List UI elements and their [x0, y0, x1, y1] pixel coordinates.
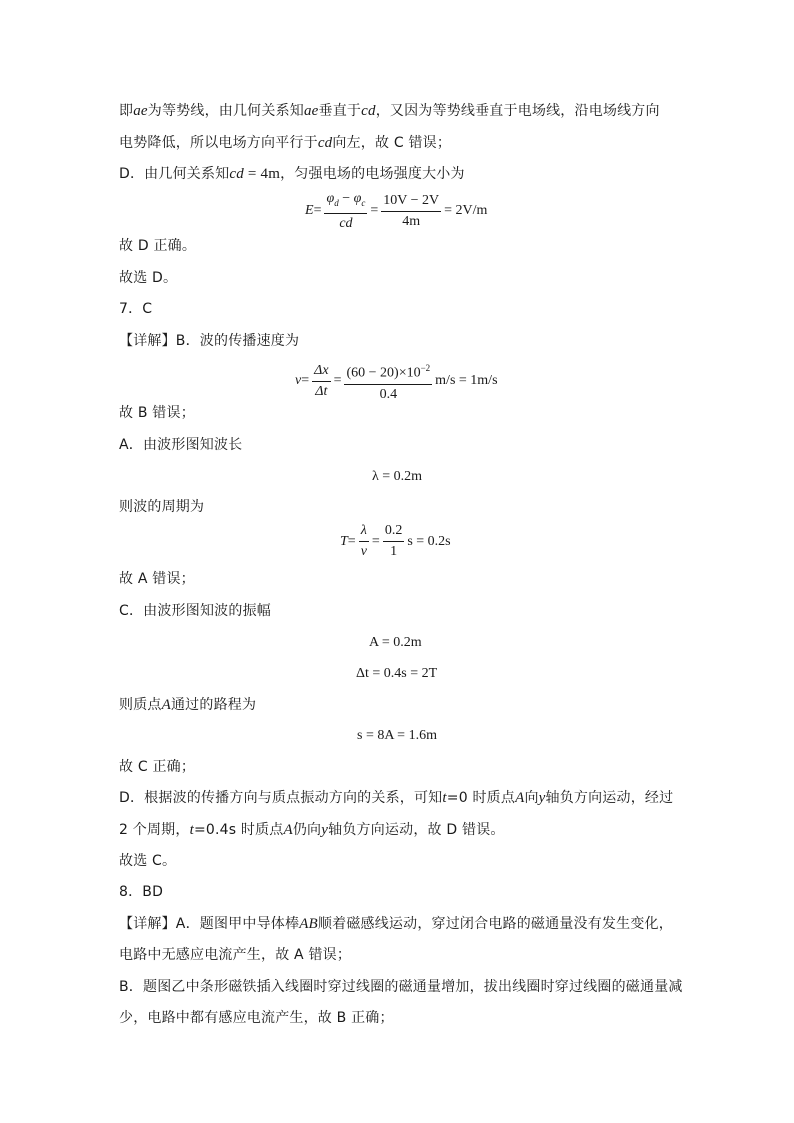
math-var: y	[538, 790, 546, 806]
text-line	[119, 820, 505, 840]
math-value: = 2V/m	[444, 203, 488, 219]
math-value: 0.2	[383, 522, 405, 542]
text: 轴负方向运动，经过	[545, 790, 674, 806]
math-var: cd	[229, 166, 244, 182]
text: ，又因为等势线垂直于电场线，沿电场线方向	[375, 103, 660, 119]
math-value: m/s = 1m/s	[435, 373, 498, 389]
text: 向	[524, 790, 539, 806]
math-var: ae	[133, 103, 148, 119]
text: 则质点	[119, 697, 162, 713]
math-exponent: −2	[420, 363, 431, 373]
math-value: Δt	[315, 383, 328, 399]
math-value: (60 − 20)×10	[346, 365, 421, 381]
question-number: 8．BD	[119, 884, 164, 900]
text: 仍向	[292, 822, 322, 838]
text-line: 故选 D。	[119, 270, 178, 286]
math-var: cd	[361, 103, 376, 119]
math-var: A	[283, 822, 293, 838]
text: D．由几何关系知	[119, 166, 230, 182]
text-line: 故选 C。	[119, 853, 177, 869]
text: 【详解】A．题图甲中导体棒	[119, 916, 300, 932]
math-var: cd	[317, 135, 333, 151]
text: 2 个周期，	[119, 822, 190, 838]
equation-distance: s = 8A = 1.6m	[357, 728, 437, 743]
fraction	[344, 359, 432, 404]
text: 顺着磁感线运动，穿过闭合电路的磁通量没有发生变化，	[317, 916, 673, 932]
math-value: = 4m	[243, 166, 281, 182]
text-line	[119, 133, 451, 153]
fraction	[383, 522, 405, 561]
equation-period	[340, 522, 451, 561]
fraction	[324, 190, 367, 233]
math-op: −	[338, 191, 354, 206]
text: 通过的路程为	[170, 697, 257, 713]
equation-wavelength: λ = 0.2m	[372, 469, 423, 484]
text-line: 则波的周期为	[119, 499, 205, 515]
text: D．根据波的传播方向与质点振动方向的关系，可知	[119, 790, 443, 806]
text-line	[119, 164, 465, 184]
math-value: 4m	[402, 213, 421, 229]
fraction	[381, 192, 441, 231]
math-op: =	[301, 373, 310, 389]
equation-field-strength	[305, 190, 487, 233]
text-line	[119, 101, 660, 121]
question-number: 7．C	[119, 301, 153, 317]
math-value: 10V − 2V	[381, 192, 441, 212]
math-op: =	[333, 373, 342, 389]
math-var: A	[161, 697, 171, 713]
equation-time: Δt = 0.4s = 2T	[356, 666, 438, 681]
text-line: C．由波形图知波的振幅	[119, 603, 271, 619]
math-var: v	[360, 544, 367, 559]
math-var: T	[340, 533, 348, 549]
math-var: ae	[303, 103, 319, 119]
math-op: =	[347, 533, 356, 549]
math-value: 0.4	[379, 386, 398, 402]
math-op: =	[371, 533, 380, 549]
text: 即	[119, 103, 134, 119]
text-line: 【详解】B．波的传播速度为	[119, 333, 300, 349]
math-var: AB	[299, 916, 318, 932]
text-line: 故 C 正确；	[119, 759, 196, 775]
text-line: 故 D 正确。	[119, 238, 197, 254]
text: 轴负方向运动，故 D 错误。	[328, 822, 505, 838]
math-var: v	[295, 373, 302, 389]
equation-amplitude: A = 0.2m	[369, 635, 422, 650]
text: ，匀强电场的电场强度大小为	[280, 166, 465, 182]
equation-wave-speed	[295, 359, 498, 404]
text: =0 时质点	[446, 790, 516, 806]
text-line: B．题图乙中条形磁铁插入线圈时穿过线圈的磁通量增加，拔出线圈时穿过线圈的磁通量减	[119, 979, 683, 995]
text-line	[119, 914, 673, 934]
text-line: 故 B 错误；	[119, 405, 195, 421]
math-sub: d	[334, 197, 339, 208]
text: 垂直于	[318, 103, 362, 119]
math-var: E	[305, 203, 314, 219]
text-line: 少，电路中都有感应电流产生，故 B 正确；	[119, 1010, 394, 1026]
math-value: 1	[390, 544, 398, 559]
text-line	[119, 695, 256, 715]
text: 为等势线，由几何关系知	[147, 103, 304, 119]
text: 向左，故 C 错误；	[332, 135, 452, 151]
math-var: φ	[353, 191, 362, 206]
math-sub: c	[361, 197, 366, 208]
math-var: λ	[359, 522, 369, 542]
text-line: 电路中无感应电流产生，故 A 错误；	[119, 947, 352, 963]
fraction	[359, 522, 369, 561]
math-var: cd	[339, 215, 353, 231]
math-op: =	[370, 203, 379, 219]
math-var: y	[321, 822, 329, 838]
math-var: t	[189, 822, 194, 838]
text-line: 故 A 错误；	[119, 571, 195, 587]
math-op: =	[313, 203, 322, 219]
text-line	[119, 788, 673, 808]
math-var: φ	[326, 191, 335, 206]
math-value: s = 0.2s	[407, 533, 451, 549]
math-value: Δx	[312, 362, 330, 382]
math-var: A	[515, 790, 525, 806]
text: =0.4s 时质点	[193, 822, 284, 838]
math-var: t	[442, 790, 447, 806]
text: 电势降低，所以电场方向平行于	[119, 135, 318, 151]
fraction	[312, 362, 330, 401]
text-line: A．由波形图知波长	[119, 437, 243, 453]
